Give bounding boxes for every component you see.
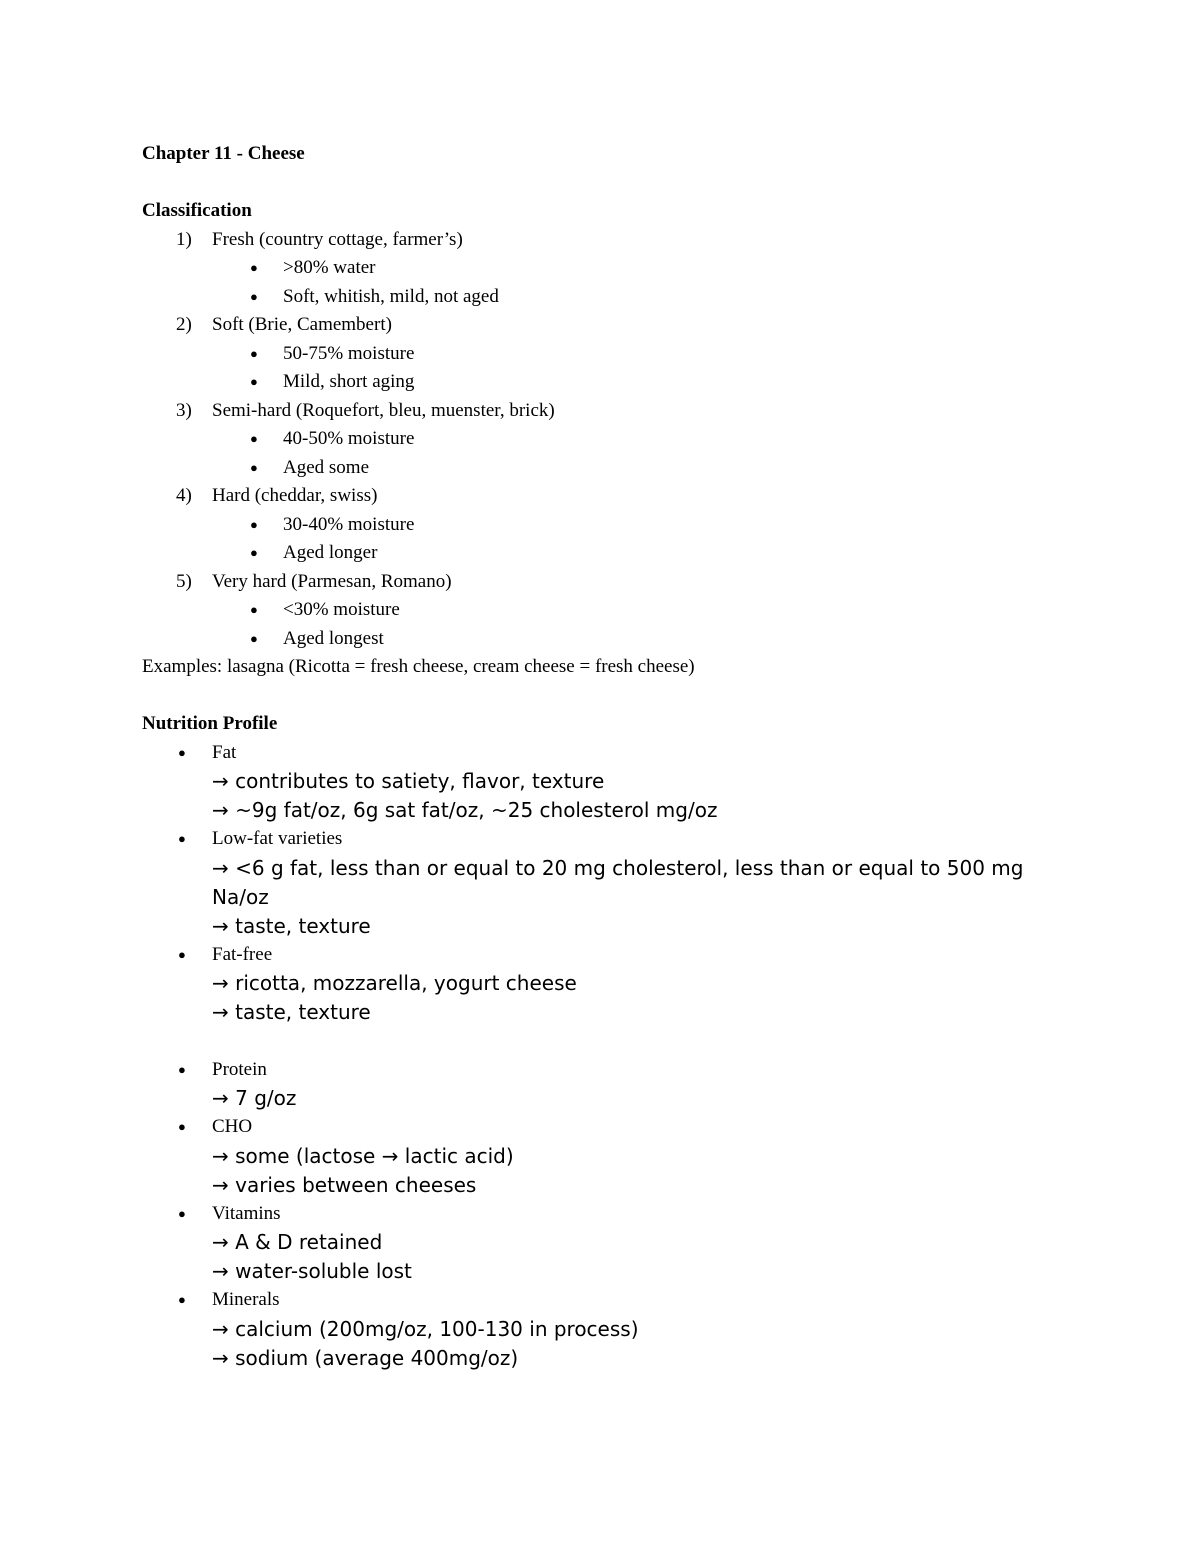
nutrition-label: Protein [212,1058,267,1080]
item-number: 2) [176,314,192,335]
item-number: 1) [176,228,192,250]
classification-point [142,283,1062,312]
bullet-icon: ● [250,260,258,275]
nutrition-item [142,739,1062,768]
classification-item [142,568,1062,597]
classification-point [142,368,1062,397]
classification-item [142,226,1062,255]
bullet-icon: ● [250,374,258,389]
nutrition-item [142,1113,1062,1142]
classification-heading: Classification [142,200,252,221]
nutrition-label: Fat [212,741,237,763]
bullet-icon: ● [178,946,186,962]
classification-point [142,254,1062,283]
nutrition-detail: → <6 g fat, less than or equal to 20 mg cholesterol, less than or equal to 500 mg Na/oz [212,855,1024,909]
item-label: Hard (cheddar, swiss) [212,485,378,506]
nutrition-item [142,1286,1062,1315]
bullet-icon: ● [178,1292,186,1307]
item-label: Fresh (country cottage, farmer’s) [212,228,463,250]
point-text: Aged some [283,456,370,478]
nutrition-detail: → 7 g/oz [212,1086,297,1110]
bullet-icon: ● [250,459,258,475]
bullet-icon: ● [178,831,186,846]
nutrition-detail: → A & D retained [212,1230,383,1254]
bullet-icon: ● [178,1119,186,1134]
classification-point [142,340,1062,369]
nutrition-item [142,941,1062,970]
item-number: 4) [176,485,192,506]
nutrition-detail: → some (lactose → lactic acid) [212,1143,514,1168]
bullet-icon: ● [178,1205,186,1221]
point-text: >80% water [283,257,376,278]
point-text: <30% moisture [283,599,400,620]
bullet-icon: ● [250,516,258,532]
classification-point [142,625,1062,654]
bullet-icon: ● [178,1061,186,1077]
point-text: 40-50% moisture [283,428,415,449]
item-number: 3) [176,399,192,421]
item-label: Very hard (Parmesan, Romano) [212,570,452,592]
classification-item [142,482,1062,511]
nutrition-detail: → ~9g fat/oz, 6g sat fat/oz, ~25 cholesterol mg/oz [212,798,718,822]
point-text: Aged longest [283,627,384,649]
nutrition-label: Fat-free [212,943,273,965]
nutrition-detail: → water-soluble lost [212,1259,412,1283]
nutrition-heading: Nutrition Profile [142,713,278,734]
spacer [142,682,1062,711]
spacer [142,169,1062,198]
nutrition-label: Vitamins [212,1202,281,1224]
point-text: 30-40% moisture [283,513,415,535]
classification-point [142,511,1062,540]
item-label: Semi-hard (Roquefort, bleu, muenster, brick) [212,399,555,421]
nutrition-detail: → varies between cheeses [212,1172,477,1197]
bullet-icon: ● [250,630,258,646]
classification-item [142,397,1062,426]
examples-line: Examples: lasagna (Ricotta = fresh cheese, cream cheese = fresh cheese) [142,656,695,677]
nutrition-item [142,1200,1062,1229]
point-text: Soft, whitish, mild, not aged [283,285,499,307]
classification-point [142,425,1062,454]
nutrition-detail: → ricotta, mozzarella, yogurt cheese [212,971,577,995]
nutrition-detail: → taste, texture [212,913,371,938]
bullet-icon: ● [250,345,258,361]
nutrition-detail: → contributes to satiety, flavor, texture [212,769,605,793]
item-label: Soft (Brie, Camembert) [212,314,392,335]
bullet-icon: ● [178,744,186,760]
nutrition-detail: → taste, texture [212,1000,371,1024]
point-text: Aged longer [283,542,378,563]
point-text: 50-75% moisture [283,342,415,364]
nutrition-label: Low-fat varieties [212,828,343,849]
bullet-icon: ● [250,602,258,617]
classification-point [142,596,1062,625]
point-text: Mild, short aging [283,371,415,392]
nutrition-label: CHO [212,1116,253,1137]
nutrition-item [142,1056,1062,1085]
bullet-icon: ● [250,288,258,304]
bullet-icon: ● [250,545,258,560]
classification-point [142,539,1062,568]
nutrition-label: Minerals [212,1289,280,1310]
document-page [142,140,1062,1373]
nutrition-detail: → calcium (200mg/oz, 100-130 in process) [212,1316,639,1341]
nutrition-detail: → sodium (average 400mg/oz) [212,1345,519,1370]
nutrition-item [142,825,1062,854]
bullet-icon: ● [250,431,258,446]
page-title: Chapter 11 - Cheese [142,143,305,164]
classification-point [142,454,1062,483]
classification-item [142,311,1062,340]
item-number: 5) [176,570,192,592]
spacer [142,1027,1062,1056]
